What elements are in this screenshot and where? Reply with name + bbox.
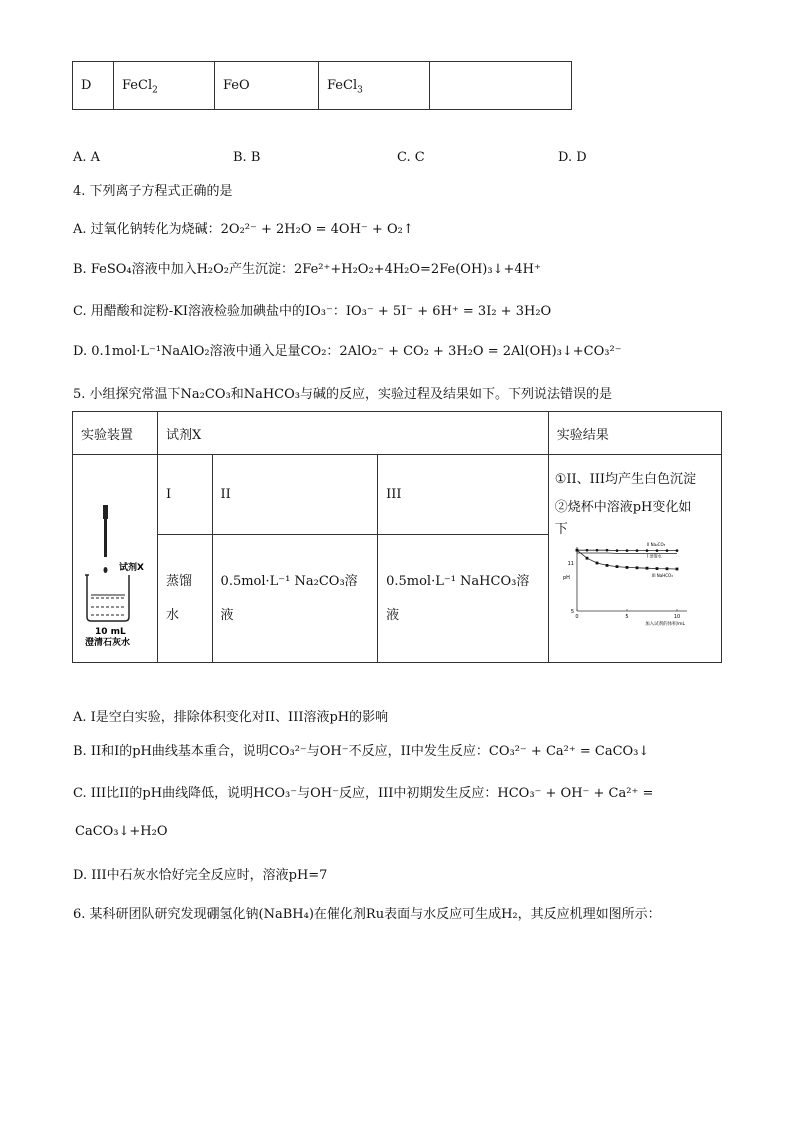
data-point: [605, 564, 608, 567]
data-point: [585, 557, 588, 560]
table-cell: FeO: [215, 62, 319, 110]
result-2: ②烧杯中溶液pH变化如: [554, 500, 692, 515]
data-point: [665, 567, 668, 570]
table-cell: FeCl$_2$: [114, 62, 215, 110]
data-point: [595, 549, 598, 552]
q3-option-d: D. D: [558, 150, 587, 165]
x-tick-label: 0: [575, 614, 579, 620]
answer-table-tail: [72, 61, 572, 110]
q5-option-a: A. I是空白实验，排除体积变化对II、III溶液pH的影响: [73, 710, 389, 725]
table-cell: [430, 62, 572, 110]
reagent-ii: 0.5mol·L⁻¹ Na₂CO₃溶 液: [212, 535, 378, 663]
x-axis-label: 加入试剂的体积/mL: [644, 622, 685, 627]
data-point: [635, 549, 638, 552]
result-3: 下: [554, 522, 568, 537]
q4-stem: 4. 下列离子方程式正确的是: [73, 184, 233, 199]
header-result: 实验结果: [548, 412, 721, 455]
y-tick-label: 11: [567, 561, 574, 567]
data-point: [595, 562, 598, 565]
data-point: [605, 549, 608, 552]
apparatus-label-solution: 澄清石灰水: [85, 637, 131, 647]
q3-option-c: C. C: [397, 150, 425, 165]
apparatus-cell: [73, 455, 158, 663]
drop: [104, 567, 108, 573]
data-point: [615, 549, 618, 552]
table-cell: FeCl$_3$: [319, 62, 430, 110]
data-point: [645, 567, 648, 570]
header-reagent: 试剂X: [158, 412, 549, 455]
result-cell: [548, 455, 721, 663]
q5-option-c: C. III比II的pH曲线降低，说明HCO₃⁻与OH⁻反应，III中初期发生反应：HCO₃⁻ + OH⁻ + Ca²⁺ =: [73, 786, 654, 801]
data-point: [635, 566, 638, 569]
q5-option-d: D. III中石灰水恰好完全反应时，溶液pH=7: [73, 868, 328, 883]
legend-iii: III NaHCO₃: [651, 573, 673, 578]
q3-option-b: B. B: [233, 150, 261, 165]
data-point: [675, 568, 678, 571]
table-cell: D: [73, 62, 114, 110]
result-1: ①II、III均产生白色沉淀: [554, 472, 697, 487]
data-point: [625, 549, 628, 552]
beaker-dropper-diagram: [73, 467, 157, 647]
x-tick-label: 5: [625, 614, 629, 620]
q4-option-d: D. 0.1mol·L⁻¹NaAlO₂溶液中通入足量CO₂：2AlO₂⁻ + CO₂ + 3H₂O = 2Al(OH)₃↓+CO₃²⁻: [73, 344, 622, 359]
q4-option-a: A. 过氧化钠转化为烧碱：2O₂²⁻ + 2H₂O = 4OH⁻ + O₂↑: [73, 222, 414, 237]
apparatus-label-x: 试剂X: [119, 562, 144, 573]
q4-option-c: C. 用醋酸和淀粉-KI溶液检验加碘盐中的IO₃⁻：IO₃⁻ + 5I⁻ + 6H⁺ = 3I₂ + 3H₂O: [73, 304, 552, 319]
data-point: [625, 566, 628, 569]
experiment-table: [72, 411, 722, 663]
data-point: [615, 565, 618, 568]
reagent-i: 蒸馏 水: [158, 535, 213, 663]
data-point: [645, 549, 648, 552]
legend-ii: II Na₂CO₃: [646, 542, 665, 548]
dropper-tube: [104, 519, 107, 557]
y-axis-label: pH: [562, 575, 570, 581]
reagent-col-i: I: [158, 455, 213, 535]
data-point: [585, 549, 588, 552]
data-point: [675, 549, 678, 552]
header-apparatus: 实验装置: [73, 412, 158, 455]
data-point: [575, 549, 578, 552]
q4-option-b: B. FeSO₄溶液中加入H₂O₂产生沉淀：2Fe²⁺+H₂O₂+4H₂O=2Fe(OH)₃↓+4H⁺: [73, 262, 541, 277]
q3-option-a: A. A: [73, 150, 101, 165]
data-point: [665, 549, 668, 552]
q5-stem: 5. 小组探究常温下Na₂CO₃和NaHCO₃与碱的反应，实验过程及结果如下。下列说法错误的是: [73, 387, 612, 402]
legend-i: I 蒸馏水: [646, 553, 662, 559]
q6-stem: 6. 某科研团队研究发现硼氢化钠(NaBH₄)在催化剂Ru表面与水反应可生成H₂，其反应机理如图所示：: [73, 907, 661, 922]
reagent-col-ii: II: [212, 455, 378, 535]
reagent-iii: 0.5mol·L⁻¹ NaHCO₃溶 液: [378, 535, 549, 663]
data-point: [655, 567, 658, 570]
y-tick-label: 5: [570, 609, 574, 615]
apparatus-label-volume: 10 mL: [95, 626, 126, 637]
ph-chart: [555, 541, 695, 627]
q5-option-c-cont: CaCO₃↓+H₂O: [75, 824, 168, 839]
q5-option-b: B. II和I的pH曲线基本重合，说明CO₃²⁻与OH⁻不反应，II中发生反应：CO₃²⁻ + Ca²⁺ = CaCO₃↓: [73, 744, 650, 759]
x-tick-label: 10: [673, 614, 680, 620]
dropper-bulb: [103, 505, 108, 519]
data-point: [655, 549, 658, 552]
reagent-col-iii: III: [378, 455, 549, 535]
